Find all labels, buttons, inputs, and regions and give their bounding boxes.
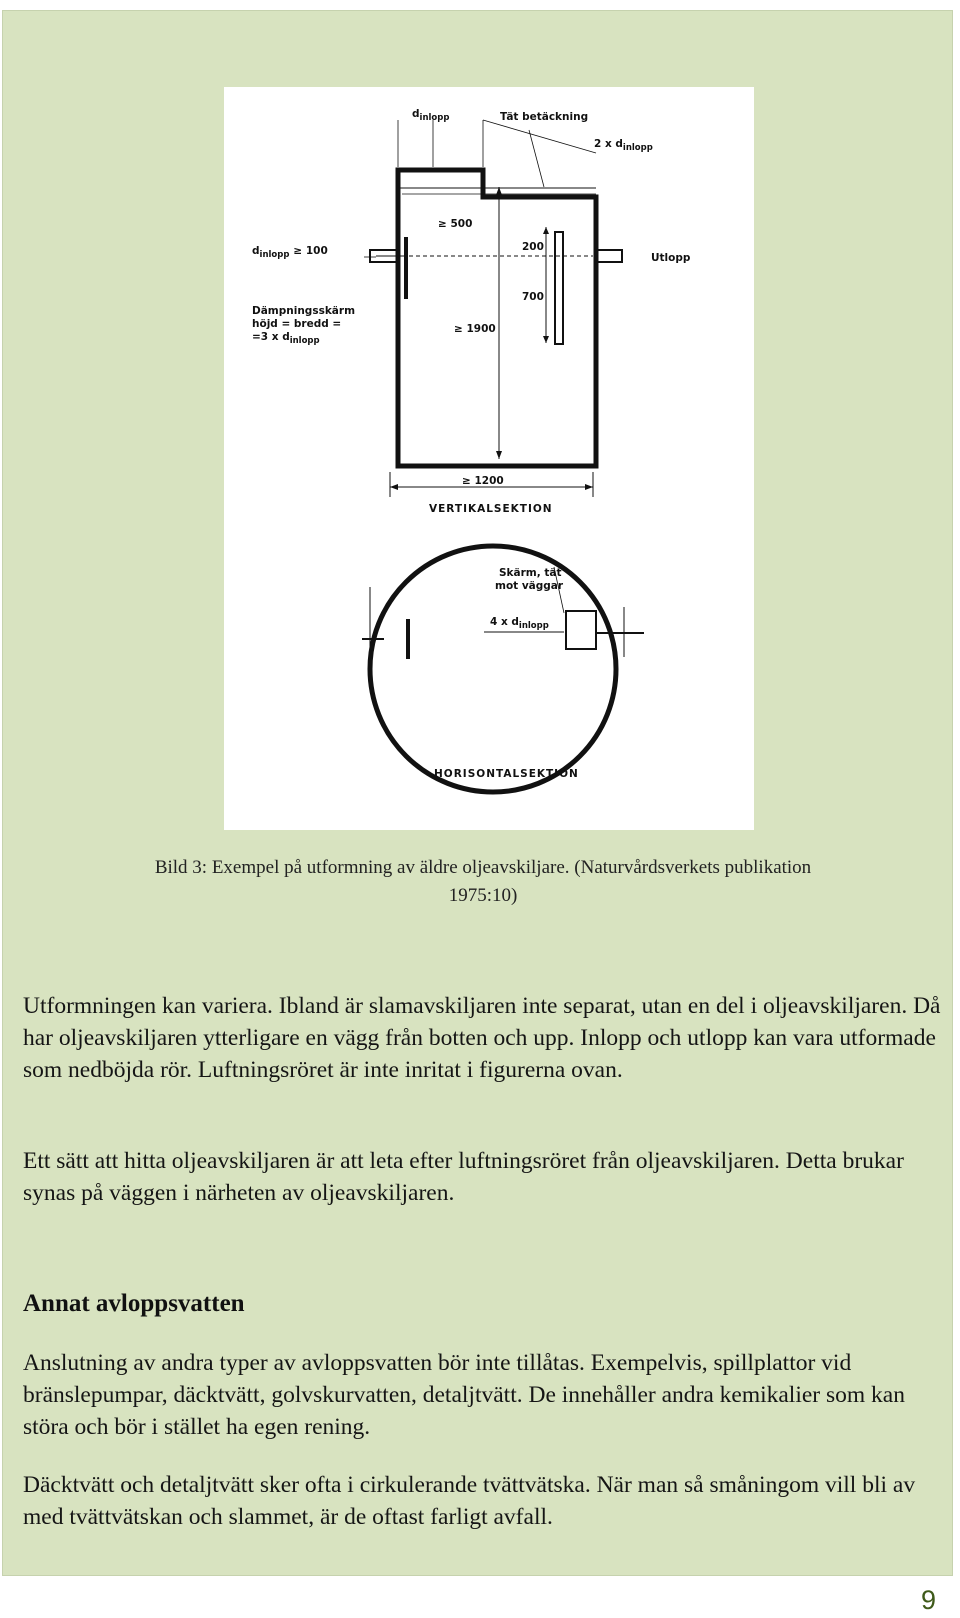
label-ge500: ≥ 500 (438, 218, 473, 230)
outlet-pipe (596, 250, 622, 262)
caption-line-1: Bild 3: Exempel på utformning av äldre oljeavskiljare. (Naturvårdsverkets publikation (154, 857, 812, 878)
label-utlopp: Utlopp (651, 252, 691, 264)
caption-line-2: 1975:10) (448, 885, 518, 906)
paragraph-dacktvatt: Däcktvätt och detaljtvätt sker ofta i cirkulerande tvättvätska. När man så småningom vill bli av med tvättvätskan och slammet, är de oftast farligt avfall. (23, 1472, 916, 1530)
page-number: 9 (920, 1585, 936, 1615)
figure-caption (43, 854, 923, 910)
paragraph-anslutning: Anslutning av andra typer av avloppsvatten bör inte tillåtas. Exempelvis, spillplattor vid bränslepumpar, däcktvätt, golvskurvatten, detaljtvätt. De innehåller andra kemikalier som kan störa och bör i stället ha egen rening. (23, 1350, 905, 1440)
outlet-baffle (555, 232, 563, 344)
label-two-x-d: 2 x $d_{inlopp}$ (594, 138, 653, 153)
paragraph-luftningsror: Ett sätt att hitta oljeavskiljaren är att leta efter luftningsröret från oljeavskiljaren. Detta brukar synas på väggen i närheten av oljeavskiljaren. (23, 1148, 904, 1206)
label-horisontalsektion: HORISONTALSEKTION (434, 768, 579, 780)
label-200: 200 (522, 241, 544, 253)
paragraph-utformning: Utformningen kan variera. Ibland är slamavskiljaren inte separat, utan en del i oljeavskiljaren. Då har oljeavskiljaren ytterligare en vägg från botten och upp. Inlopp och utlopp kan vara utformade som nedböjda rör. Luftningsröret är inte inritat i figurerna ovan. (23, 993, 941, 1083)
label-tat-betackning: Tät betäckning (500, 111, 589, 123)
label-d-inlopp-top: $d_{inlopp}$ (412, 108, 450, 123)
label-skarm-tat: Skärm, tät (499, 567, 562, 579)
vertical-section-tank (398, 170, 596, 466)
horizontal-section-tank (370, 546, 616, 792)
label-ge1900: ≥ 1900 (454, 323, 496, 335)
label-vertikalsektion: VERTIKALSEKTION (429, 503, 553, 515)
label-dampningsskarm: Dämpningsskärm (252, 305, 356, 317)
content-panel (2, 10, 953, 1576)
label-four-x-d: 4 x $d_{inlopp}$ (490, 616, 549, 631)
oil-separator-diagram (224, 87, 754, 830)
label-hojd-bredd: höjd = bredd = (252, 318, 342, 330)
section-heading: Annat avloppsvatten (23, 1290, 245, 1317)
outlet-box (566, 611, 596, 649)
label-three-x-d: =3 x $d_{inlopp}$ (252, 331, 320, 346)
diagram-svg (224, 87, 754, 830)
label-mot-vaggar: mot väggar (495, 580, 564, 592)
label-700: 700 (522, 291, 544, 303)
label-d-inlopp-left: $d_{inlopp} \ge 100$ (252, 245, 328, 260)
label-ge1200: ≥ 1200 (462, 475, 504, 487)
